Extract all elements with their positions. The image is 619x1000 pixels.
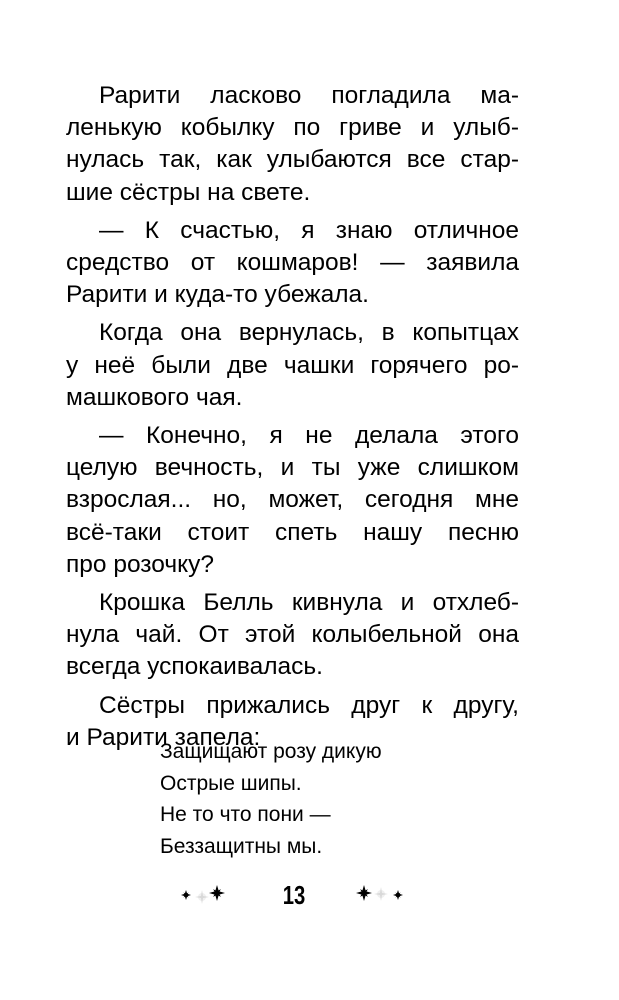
text-line: у неё были две чашки горячего ро- bbox=[66, 351, 519, 379]
paragraph bbox=[66, 420, 519, 581]
poem-line: Защищают розу дикую bbox=[160, 740, 382, 763]
page-number: 13 bbox=[282, 880, 306, 910]
text-line: всегда успокаивалась. bbox=[66, 653, 323, 681]
text-line: Когда она вернулась, в копытцах bbox=[99, 319, 519, 347]
paragraph bbox=[66, 317, 519, 414]
text-line: про розочку? bbox=[66, 550, 214, 578]
paragraph bbox=[66, 215, 519, 312]
text-line: нулась так, как улыбаются все стар- bbox=[66, 146, 519, 174]
text-line: взрослая... но, может, сегодня мне bbox=[66, 486, 519, 514]
text-line: и Рарити запела: bbox=[66, 723, 261, 751]
text-line: Сёстры прижались друг к другу, bbox=[99, 691, 519, 719]
text-line: шие сёстры на свете. bbox=[66, 178, 311, 206]
text-line: — К счастью, я знаю отличное bbox=[99, 216, 519, 244]
text-line: ленькую кобылку по гриве и улыб- bbox=[66, 114, 519, 142]
body-text bbox=[66, 80, 519, 754]
poem-line: Беззащитны мы. bbox=[160, 834, 323, 858]
page-footer bbox=[0, 878, 619, 914]
text-line: нула чай. От этой колыбельной она bbox=[66, 621, 519, 649]
text-line: Рарити и куда-то убежала. bbox=[66, 281, 369, 309]
text-line: целую вечность, и ты уже слишком bbox=[66, 454, 519, 482]
poem-line: Не то что пони — bbox=[160, 803, 331, 826]
poem-line: Острые шипы. bbox=[160, 771, 302, 795]
text-line: — Конечно, я не делала этого bbox=[99, 422, 519, 450]
text-line: средство от кошмаров! — заявила bbox=[66, 249, 519, 277]
text-line: машкового чая. bbox=[66, 383, 243, 411]
text-line: Рарити ласково погладила ма- bbox=[99, 82, 519, 109]
sparkle-stars-icon bbox=[352, 880, 412, 915]
text-line: Крошка Белль кивнула и отхлеб- bbox=[99, 589, 519, 617]
poem-stanza bbox=[160, 736, 382, 862]
text-line: всё-таки стоит спеть нашу песню bbox=[66, 518, 519, 546]
paragraph bbox=[66, 587, 519, 684]
paragraph bbox=[66, 80, 519, 209]
sparkle-stars-icon bbox=[178, 880, 228, 915]
